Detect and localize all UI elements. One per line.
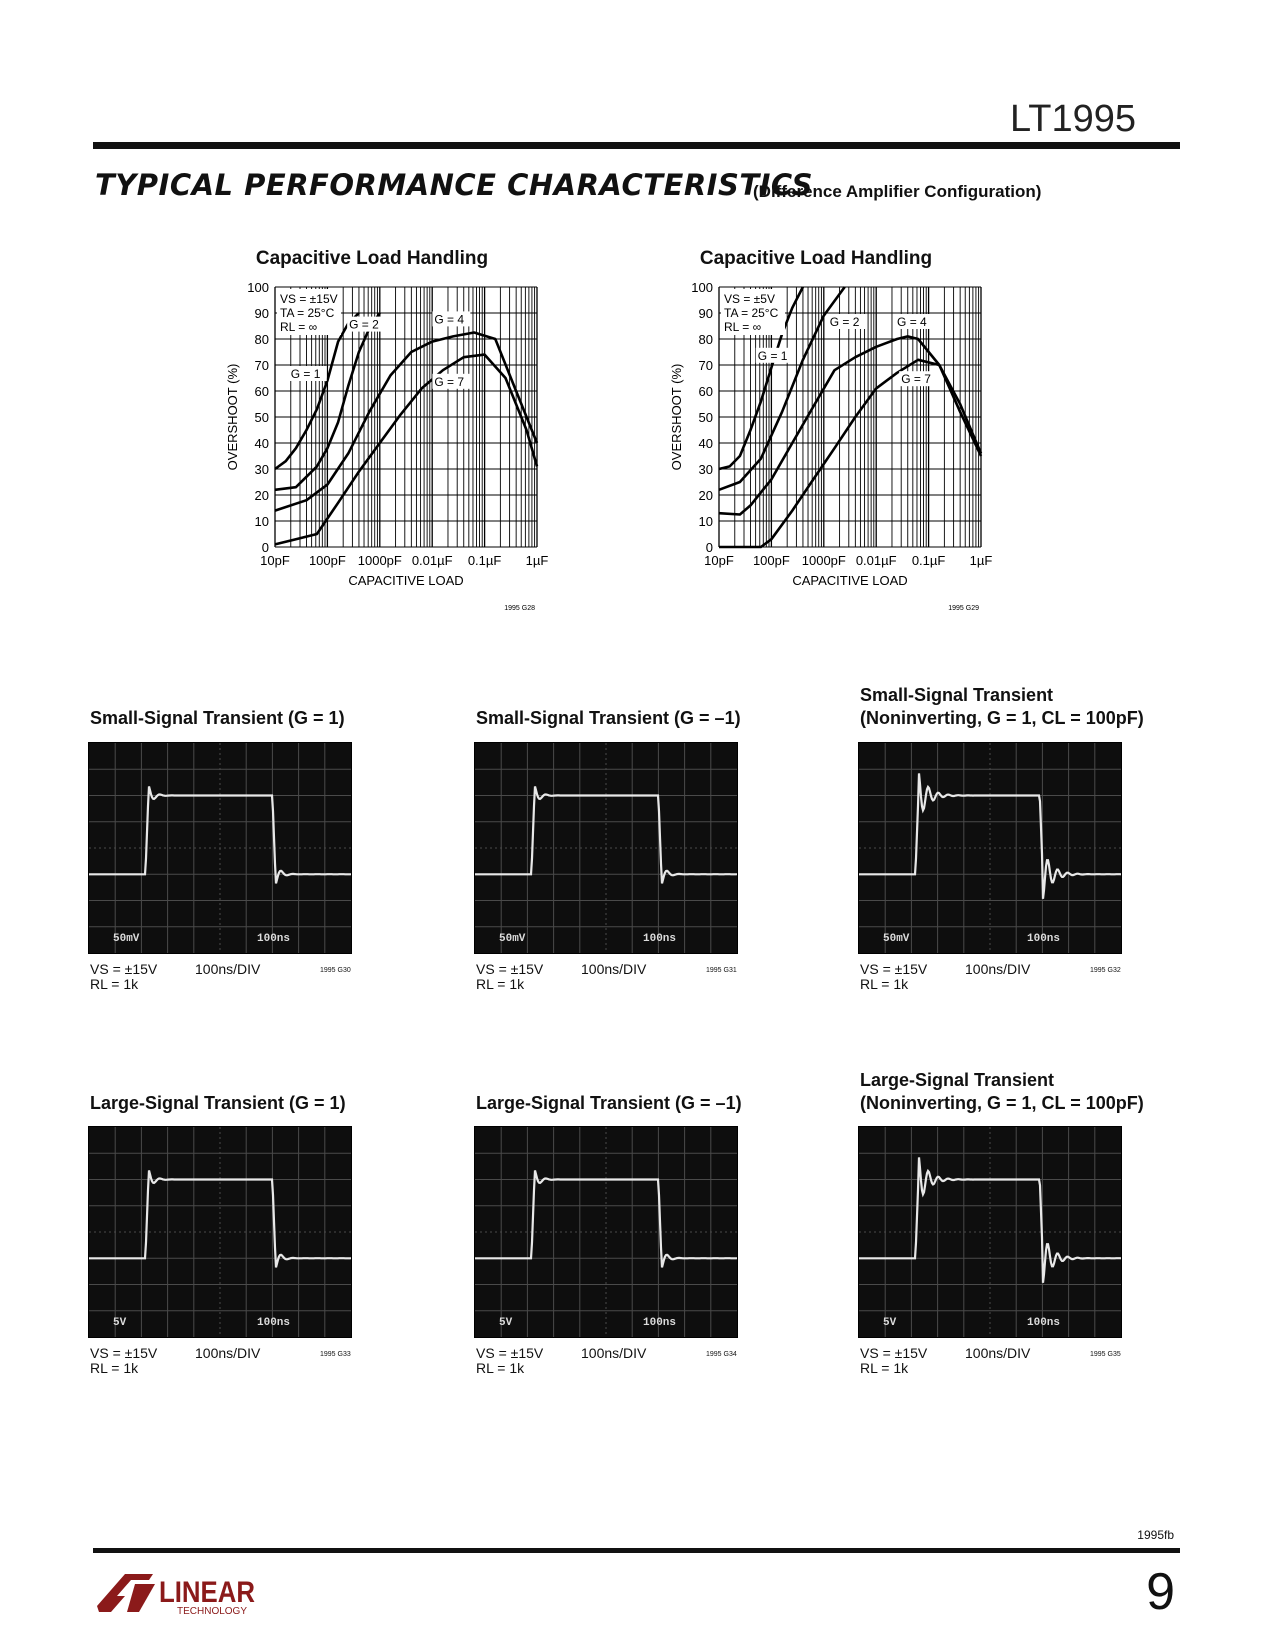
supply-condition: VS = ±15V [860,1345,928,1361]
scope-conditions [90,1346,157,1376]
scope-title-line2: (Noninverting, G = 1, CL = 100pF) [860,708,1144,728]
volt-div-readout: 5V [883,1317,897,1329]
y-tick-label: 60 [254,384,269,399]
scope-conditions [90,962,157,992]
y-tick-label: 90 [254,306,269,321]
series-label: G = 2 [829,315,860,329]
y-tick-label: 0 [705,540,713,555]
series-label: G = 1 [290,367,321,381]
time-div-readout: 100ns [1027,1317,1061,1329]
scope-title [90,1092,390,1115]
figure-id: 1995 G34 [706,1351,737,1358]
scope-conditions [860,1346,927,1376]
y-tick-label: 90 [698,306,713,321]
supply-condition: VS = ±15V [90,961,158,977]
figure-id: 1995 G35 [1090,1351,1121,1358]
timebase-label: 100ns/DIV [581,1345,647,1361]
x-tick-label: 0.01µF [855,553,897,568]
load-condition: RL = 1k [476,1360,525,1376]
y-tick-label: 20 [254,488,269,503]
y-tick-label: 80 [698,332,713,347]
condition-text: RL = ∞ [724,320,762,334]
volt-div-readout: 50mV [883,933,910,945]
scope-conditions [476,962,543,992]
scope-title-line2: (Noninverting, G = 1, CL = 100pF) [860,1093,1144,1113]
y-tick-label: 20 [698,488,713,503]
volt-div-readout: 5V [113,1317,127,1329]
header-rule [93,142,1180,149]
chart-title: Capacitive Load Handling [255,248,489,269]
series-label: G = 1 [757,348,788,363]
scope-title [860,1069,1160,1115]
scope-title-line1: Large-Signal Transient (G = 1) [90,1093,346,1113]
scope-title [476,1092,776,1115]
overshoot-chart-15v [215,280,565,620]
footer-rule [93,1548,1180,1553]
x-tick-label: 0.01µF [411,553,453,568]
x-axis-label: CAPACITIVE LOAD [792,573,908,588]
figure-id: 1995 G32 [1090,967,1121,974]
load-condition: RL = 1k [860,976,909,992]
x-tick-label: 100pF [308,553,346,568]
x-tick-label: 1µF [969,553,993,568]
y-tick-label: 10 [254,514,269,529]
time-div-readout: 100ns [643,1317,677,1329]
scope-conditions [860,962,927,992]
y-tick-label: 30 [698,462,713,477]
scope-title-line1: Small-Signal Transient [860,685,1054,705]
y-tick-label: 40 [254,436,269,451]
volt-div-readout: 50mV [499,933,526,945]
supply-condition: VS = ±15V [90,1345,158,1361]
y-tick-label: 60 [698,384,713,399]
condition-text: VS = ±15V [280,292,338,306]
supply-condition: VS = ±15V [476,1345,544,1361]
scope-title [90,707,390,730]
figure-id: 1995 G30 [320,967,351,974]
oscilloscope-screen [858,1126,1122,1338]
y-tick-label: 50 [254,410,269,425]
x-tick-label: 0.1µF [911,553,946,568]
figure-id: 1995 G31 [706,967,737,974]
timebase-label: 100ns/DIV [581,961,647,977]
scope-title [860,684,1160,730]
figure-id: 1995 G29 [948,605,979,612]
y-tick-label: 70 [254,358,269,373]
condition-text: TA = 25°C [724,306,779,320]
series-line-3 [275,333,537,511]
section-subtitle: (Difference Amplifier Configuration) [753,182,1042,201]
scope-title-line1: Large-Signal Transient [860,1070,1055,1090]
logo-text: LINEAR [159,1576,256,1609]
y-tick-label: 0 [261,540,269,555]
y-tick-label: 50 [698,410,713,425]
series-label: G = 7 [901,372,931,387]
lt-logo-icon [95,1568,265,1618]
timebase-label: 100ns/DIV [965,961,1031,977]
page-number: 9 [1146,1563,1175,1621]
y-tick-label: 100 [247,280,269,295]
load-condition: RL = 1k [860,1360,909,1376]
condition-text: TA = 25°C [280,306,335,320]
part-number: LT1995 [1009,98,1136,140]
section-title: TYPICAL PERFORMANCE CHARACTERISTICS [95,168,814,202]
y-axis-label: OVERSHOOT (%) [225,363,240,471]
time-div-readout: 100ns [257,1317,291,1329]
time-div-readout: 100ns [1027,933,1061,945]
series-label: G = 4 [434,312,465,327]
overshoot-chart-5v [659,280,1009,620]
timebase-label: 100ns/DIV [965,1345,1031,1361]
doc-code: 1995fb [1137,1528,1174,1542]
series-label: G = 4 [897,315,927,329]
x-tick-label: 10pF [704,553,734,568]
y-tick-label: 80 [254,332,269,347]
oscilloscope-screen [88,1126,352,1338]
x-tick-label: 1000pF [801,553,846,568]
scope-title [476,707,776,730]
y-tick-label: 40 [698,436,713,451]
oscilloscope-screen [474,742,738,954]
figure-id: 1995 G33 [320,1351,351,1358]
condition-text: VS = ±5V [724,292,775,306]
x-tick-label: 1000pF [357,553,402,568]
series-label: G = 7 [434,374,465,389]
logo-subtext: TECHNOLOGY [177,1606,248,1617]
load-condition: RL = 1k [90,976,139,992]
scope-title-line1: Small-Signal Transient (G = 1) [90,708,345,728]
scope-conditions [476,1346,543,1376]
oscilloscope-screen [88,742,352,954]
scope-title-line1: Large-Signal Transient (G = –1) [476,1093,742,1113]
series-line-4 [275,355,537,545]
volt-div-readout: 5V [499,1317,513,1329]
linear-technology-logo [95,1568,265,1623]
x-tick-label: 10pF [260,553,290,568]
y-axis-label: OVERSHOOT (%) [669,363,684,471]
chart-title: Capacitive Load Handling [699,248,933,269]
x-tick-label: 0.1µF [467,553,502,568]
time-div-readout: 100ns [257,933,291,945]
load-condition: RL = 1k [476,976,525,992]
volt-div-readout: 50mV [113,933,140,945]
y-tick-label: 100 [691,280,713,295]
timebase-label: 100ns/DIV [195,1345,261,1361]
oscilloscope-screen [858,742,1122,954]
x-tick-label: 100pF [752,553,790,568]
time-div-readout: 100ns [643,933,677,945]
x-tick-label: 1µF [525,553,549,568]
timebase-label: 100ns/DIV [195,961,261,977]
supply-condition: VS = ±15V [860,961,928,977]
figure-id: 1995 G28 [504,605,535,612]
series-label: G = 2 [349,317,379,332]
scope-title-line1: Small-Signal Transient (G = –1) [476,708,741,728]
oscilloscope-screen [474,1126,738,1338]
x-axis-label: CAPACITIVE LOAD [348,573,464,588]
series-line-4 [719,360,981,547]
y-tick-label: 10 [698,514,713,529]
supply-condition: VS = ±15V [476,961,544,977]
condition-text: RL = ∞ [280,320,318,334]
y-tick-label: 70 [698,358,713,373]
y-tick-label: 30 [254,462,269,477]
load-condition: RL = 1k [90,1360,139,1376]
